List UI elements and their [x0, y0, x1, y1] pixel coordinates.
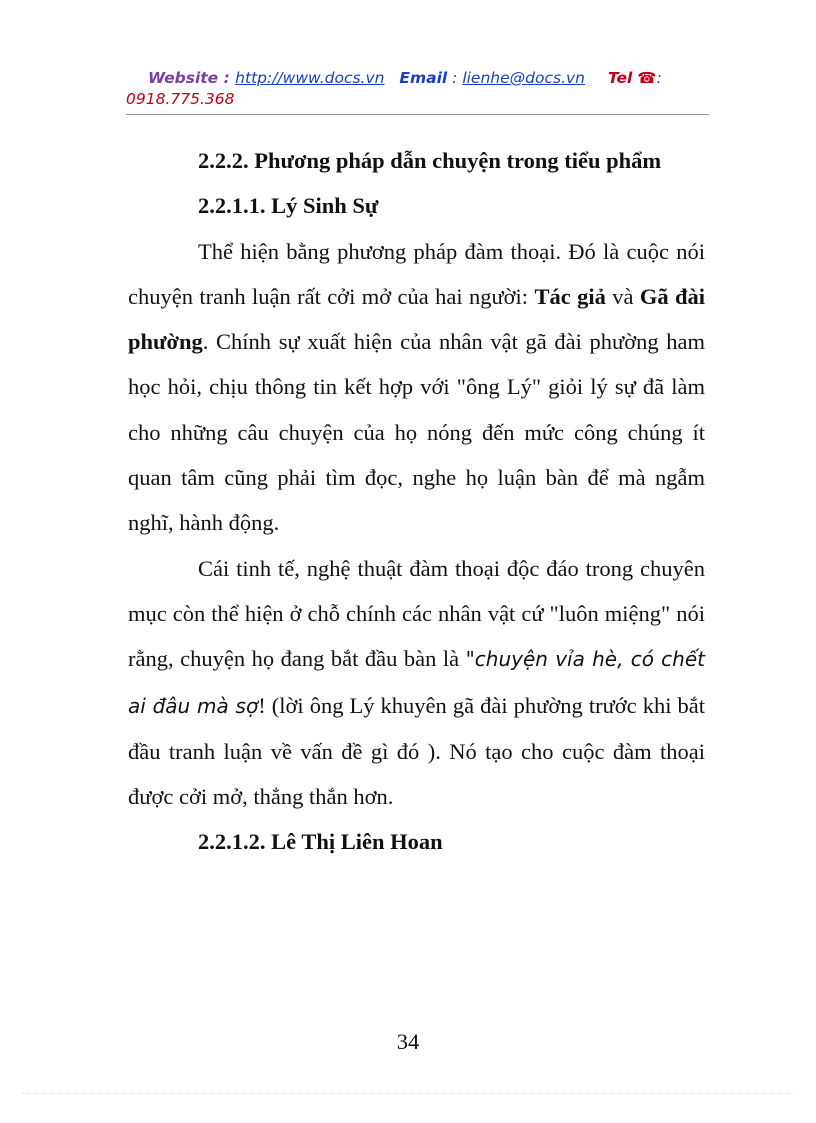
- document-body: [128, 138, 705, 865]
- page-number: 34: [396, 1029, 420, 1054]
- subsection-heading-1: 2.2.1.1. Lý Sinh Sự: [198, 193, 379, 219]
- section-heading: 2.2.2. Phương pháp dẫn chuyện trong tiểu phẩm: [198, 148, 662, 173]
- paragraph-1: [128, 229, 705, 546]
- header-contact-line: [126, 68, 708, 89]
- page-header: [126, 68, 708, 110]
- telephone-icon: ☎: [637, 69, 657, 87]
- email-separator: :: [447, 69, 463, 87]
- tel-separator: :: [656, 69, 662, 87]
- email-link[interactable]: lienhe@docs.vn: [462, 69, 585, 87]
- paragraph-1-bold-character: Gã đài phường: [128, 283, 705, 355]
- phone-number: 0918.775.368: [126, 90, 235, 108]
- header-divider: [126, 114, 709, 115]
- page-bottom-border: [22, 1093, 794, 1094]
- subsection-heading-2: 2.2.1.2. Lê Thị Liên Hoan: [198, 829, 443, 855]
- paragraph-1-text-c: và: [605, 283, 640, 309]
- paragraph-1-bold-author: Tác giả: [534, 283, 606, 309]
- paragraph-2: [128, 546, 705, 820]
- website-label: Website :: [148, 69, 236, 87]
- paragraph-1-text-d: . Chính sự xuất hiện của nhân vật gã đài phường ham học hỏi, chịu thông tin kết hợp với "ông Lý" giỏi lý sự đã làm cho những câu chuyện của họ nóng đến mức công chúng ít quan tâm cũng phải tìm đọc, nghe họ luận bàn để mà ngẫm nghĩ, hành động.: [128, 329, 705, 536]
- tel-label: Tel: [607, 69, 633, 87]
- paragraph-2-text-a: Cái tinh tế, nghệ thuật đàm thoại độc đáo trong chuyên mục còn thể hiện ở chỗ chính các nhân vật cứ "luôn miệng" nói rằng, chuyện họ đang bắt đầu bàn là: [128, 555, 705, 672]
- website-link[interactable]: http://www.docs.vn: [235, 69, 385, 87]
- email-label: Email: [399, 69, 448, 87]
- paragraph-1-text-a: Thể hiện bằng phương pháp đàm thoại. Đó là cuộc nói chuyện tranh luận rất cởi mở của hai người:: [128, 238, 705, 309]
- paragraph-2-text-b: ! (lời ông Lý khuyên gã đài phường trước khi bắt đầu tranh luận về vấn đề gì đó ). Nó tạo cho cuộc đàm thoại được cởi mở, thẳng thắn hơn.: [128, 692, 706, 810]
- paragraph-2-italic-quote: "chuyện vỉa hè, có chết ai đâu mà sợ: [128, 647, 705, 718]
